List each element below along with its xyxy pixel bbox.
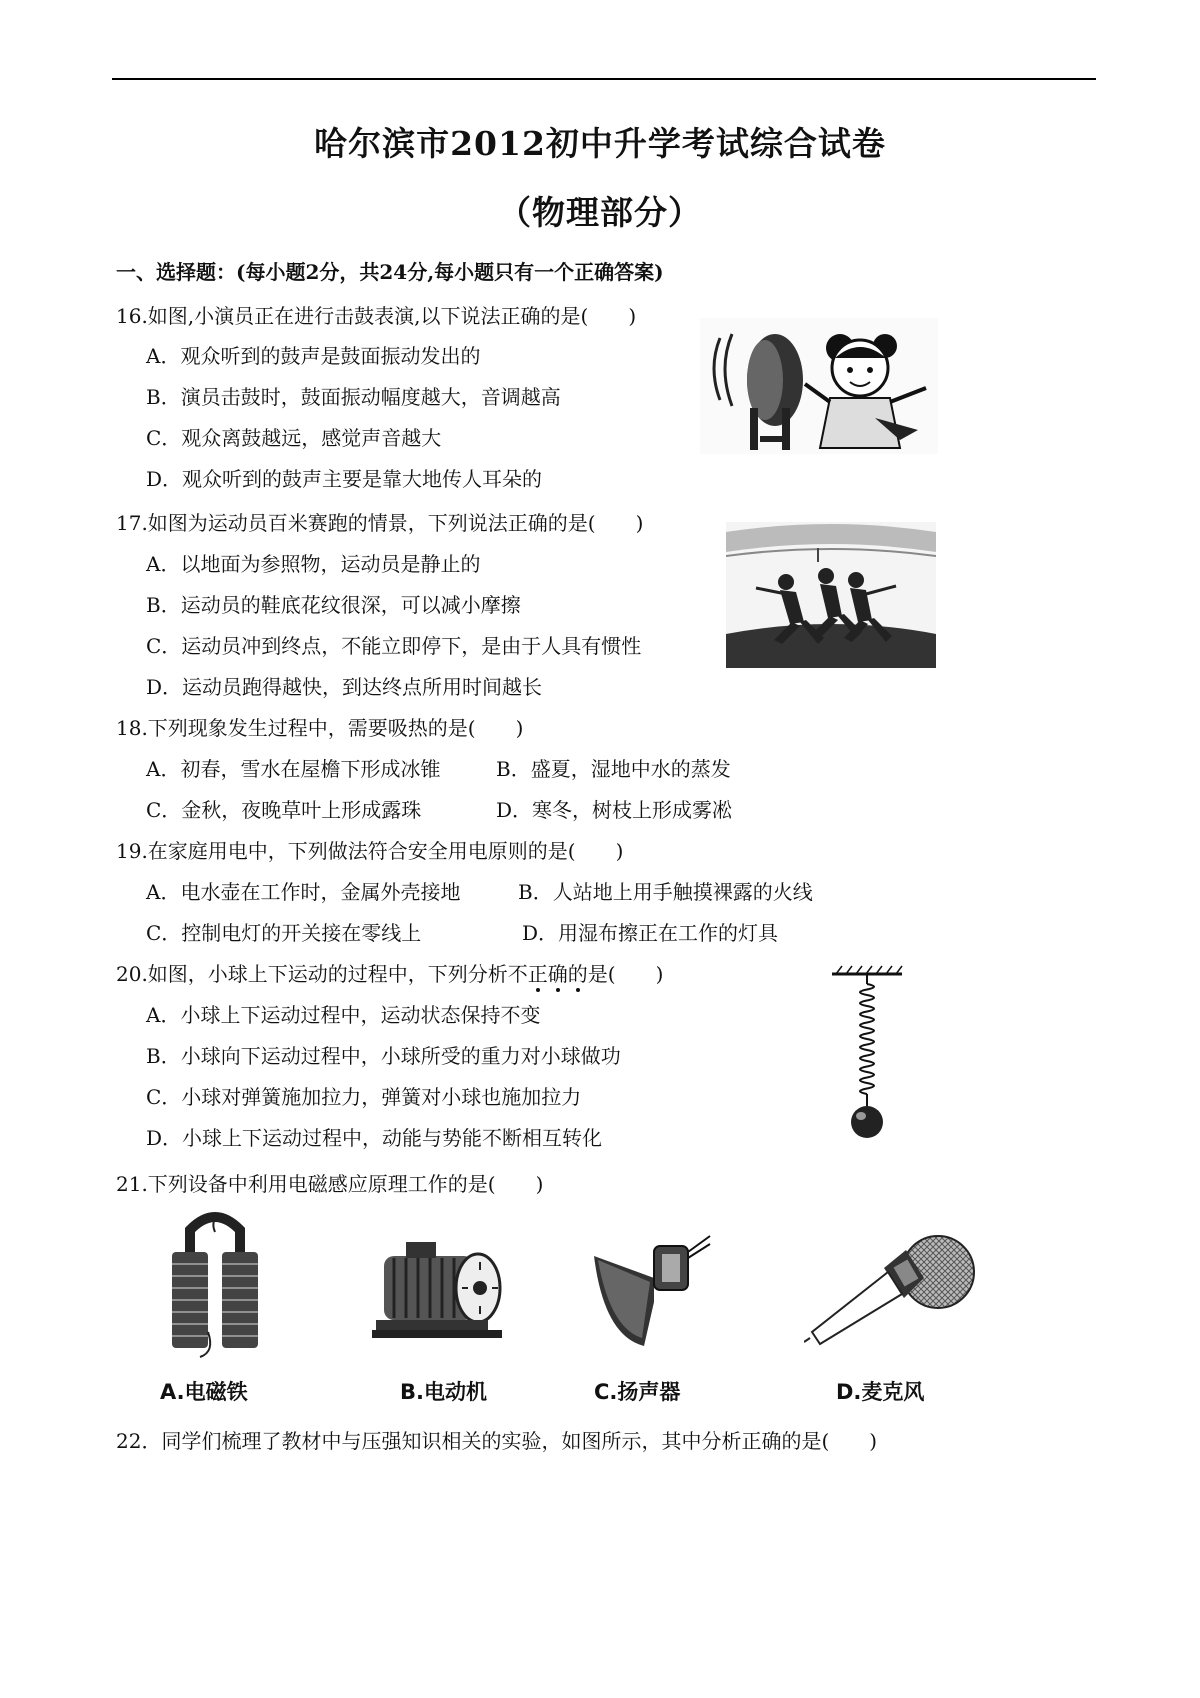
device-label-c: C.扬声器 bbox=[594, 1380, 681, 1404]
question-20-option-a: A．小球上下运动过程中，运动状态保持不变 bbox=[146, 1003, 541, 1027]
header-rule bbox=[112, 78, 1096, 80]
question-19-stem: 19.在家庭用电中，下列做法符合安全用电原则的是( ) bbox=[116, 839, 624, 863]
electric-motor-icon bbox=[370, 1236, 510, 1346]
question-16-option-d: D．观众听到的鼓声主要是靠大地传人耳朵的 bbox=[146, 467, 543, 491]
question-17-option-d: D．运动员跑得越快，到达终点所用时间越长 bbox=[146, 675, 543, 699]
question-18-option-c: C．金秋，夜晚草叶上形成露珠 bbox=[146, 798, 422, 822]
question-19-option-d: D．用湿布擦正在工作的灯具 bbox=[522, 921, 779, 945]
spring-ball-diagram bbox=[826, 962, 908, 1144]
device-label-a: A.电磁铁 bbox=[160, 1380, 248, 1404]
section-heading: 一、选择题：(每小题2分，共24分,每小题只有一个正确答案) bbox=[116, 260, 664, 284]
sprinters-illustration bbox=[726, 522, 936, 668]
question-21-stem: 21.下列设备中利用电磁感应原理工作的是( ) bbox=[116, 1172, 544, 1196]
question-20-option-d: D．小球上下运动过程中，动能与势能不断相互转化 bbox=[146, 1126, 603, 1150]
question-19-option-c: C．控制电灯的开关接在零线上 bbox=[146, 921, 422, 945]
question-18-option-d: D．寒冬，树枝上形成雾凇 bbox=[496, 798, 733, 822]
question-20-option-b: B．小球向下运动过程中，小球所受的重力对小球做功 bbox=[146, 1044, 621, 1068]
emphasis-dot bbox=[576, 988, 580, 992]
loudspeaker-icon bbox=[584, 1226, 714, 1356]
question-18-option-b: B．盛夏，湿地中水的蒸发 bbox=[496, 757, 731, 781]
question-17-option-c: C．运动员冲到终点，不能立即停下，是由于人具有惯性 bbox=[146, 634, 642, 658]
device-label-b: B.电动机 bbox=[400, 1380, 487, 1404]
question-22-stem: 22．同学们梳理了教材中与压强知识相关的实验，如图所示，其中分析正确的是( ) bbox=[116, 1429, 878, 1453]
question-20-stem: 20.如图，小球上下运动的过程中，下列分析不正确的是( ) bbox=[116, 962, 664, 986]
question-16-option-c: C．观众离鼓越远，感觉声音越大 bbox=[146, 426, 442, 450]
question-17-option-a: A．以地面为参照物，运动员是静止的 bbox=[146, 552, 481, 576]
electromagnet-icon bbox=[160, 1212, 270, 1358]
microphone-icon bbox=[804, 1232, 984, 1362]
question-19-option-a: A．电水壶在工作时，金属外壳接地 bbox=[146, 880, 461, 904]
question-16-option-b: B．演员击鼓时，鼓面振动幅度越大，音调越高 bbox=[146, 385, 561, 409]
drummer-illustration bbox=[700, 318, 938, 454]
question-19-option-b: B．人站地上用手触摸裸露的火线 bbox=[518, 880, 813, 904]
question-20-option-c: C．小球对弹簧施加拉力，弹簧对小球也施加拉力 bbox=[146, 1085, 582, 1109]
question-16-stem: 16.如图,小演员正在进行击鼓表演,以下说法正确的是( ) bbox=[116, 304, 637, 328]
question-16-option-a: A．观众听到的鼓声是鼓面振动发出的 bbox=[146, 344, 481, 368]
device-label-d: D.麦克风 bbox=[836, 1380, 925, 1404]
emphasis-dot bbox=[556, 988, 560, 992]
question-18-option-a: A．初春，雪水在屋檐下形成冰锥 bbox=[146, 757, 441, 781]
emphasis-dot bbox=[536, 988, 540, 992]
question-18-stem: 18.下列现象发生过程中，需要吸热的是( ) bbox=[116, 716, 524, 740]
page-title: 哈尔滨市2012初中升学考试综合试卷 bbox=[314, 124, 886, 163]
question-17-stem: 17.如图为运动员百米赛跑的情景，下列说法正确的是( ) bbox=[116, 511, 644, 535]
question-17-option-b: B．运动员的鞋底花纹很深，可以减小摩擦 bbox=[146, 593, 521, 617]
page-subtitle: （物理部分） bbox=[498, 193, 702, 232]
